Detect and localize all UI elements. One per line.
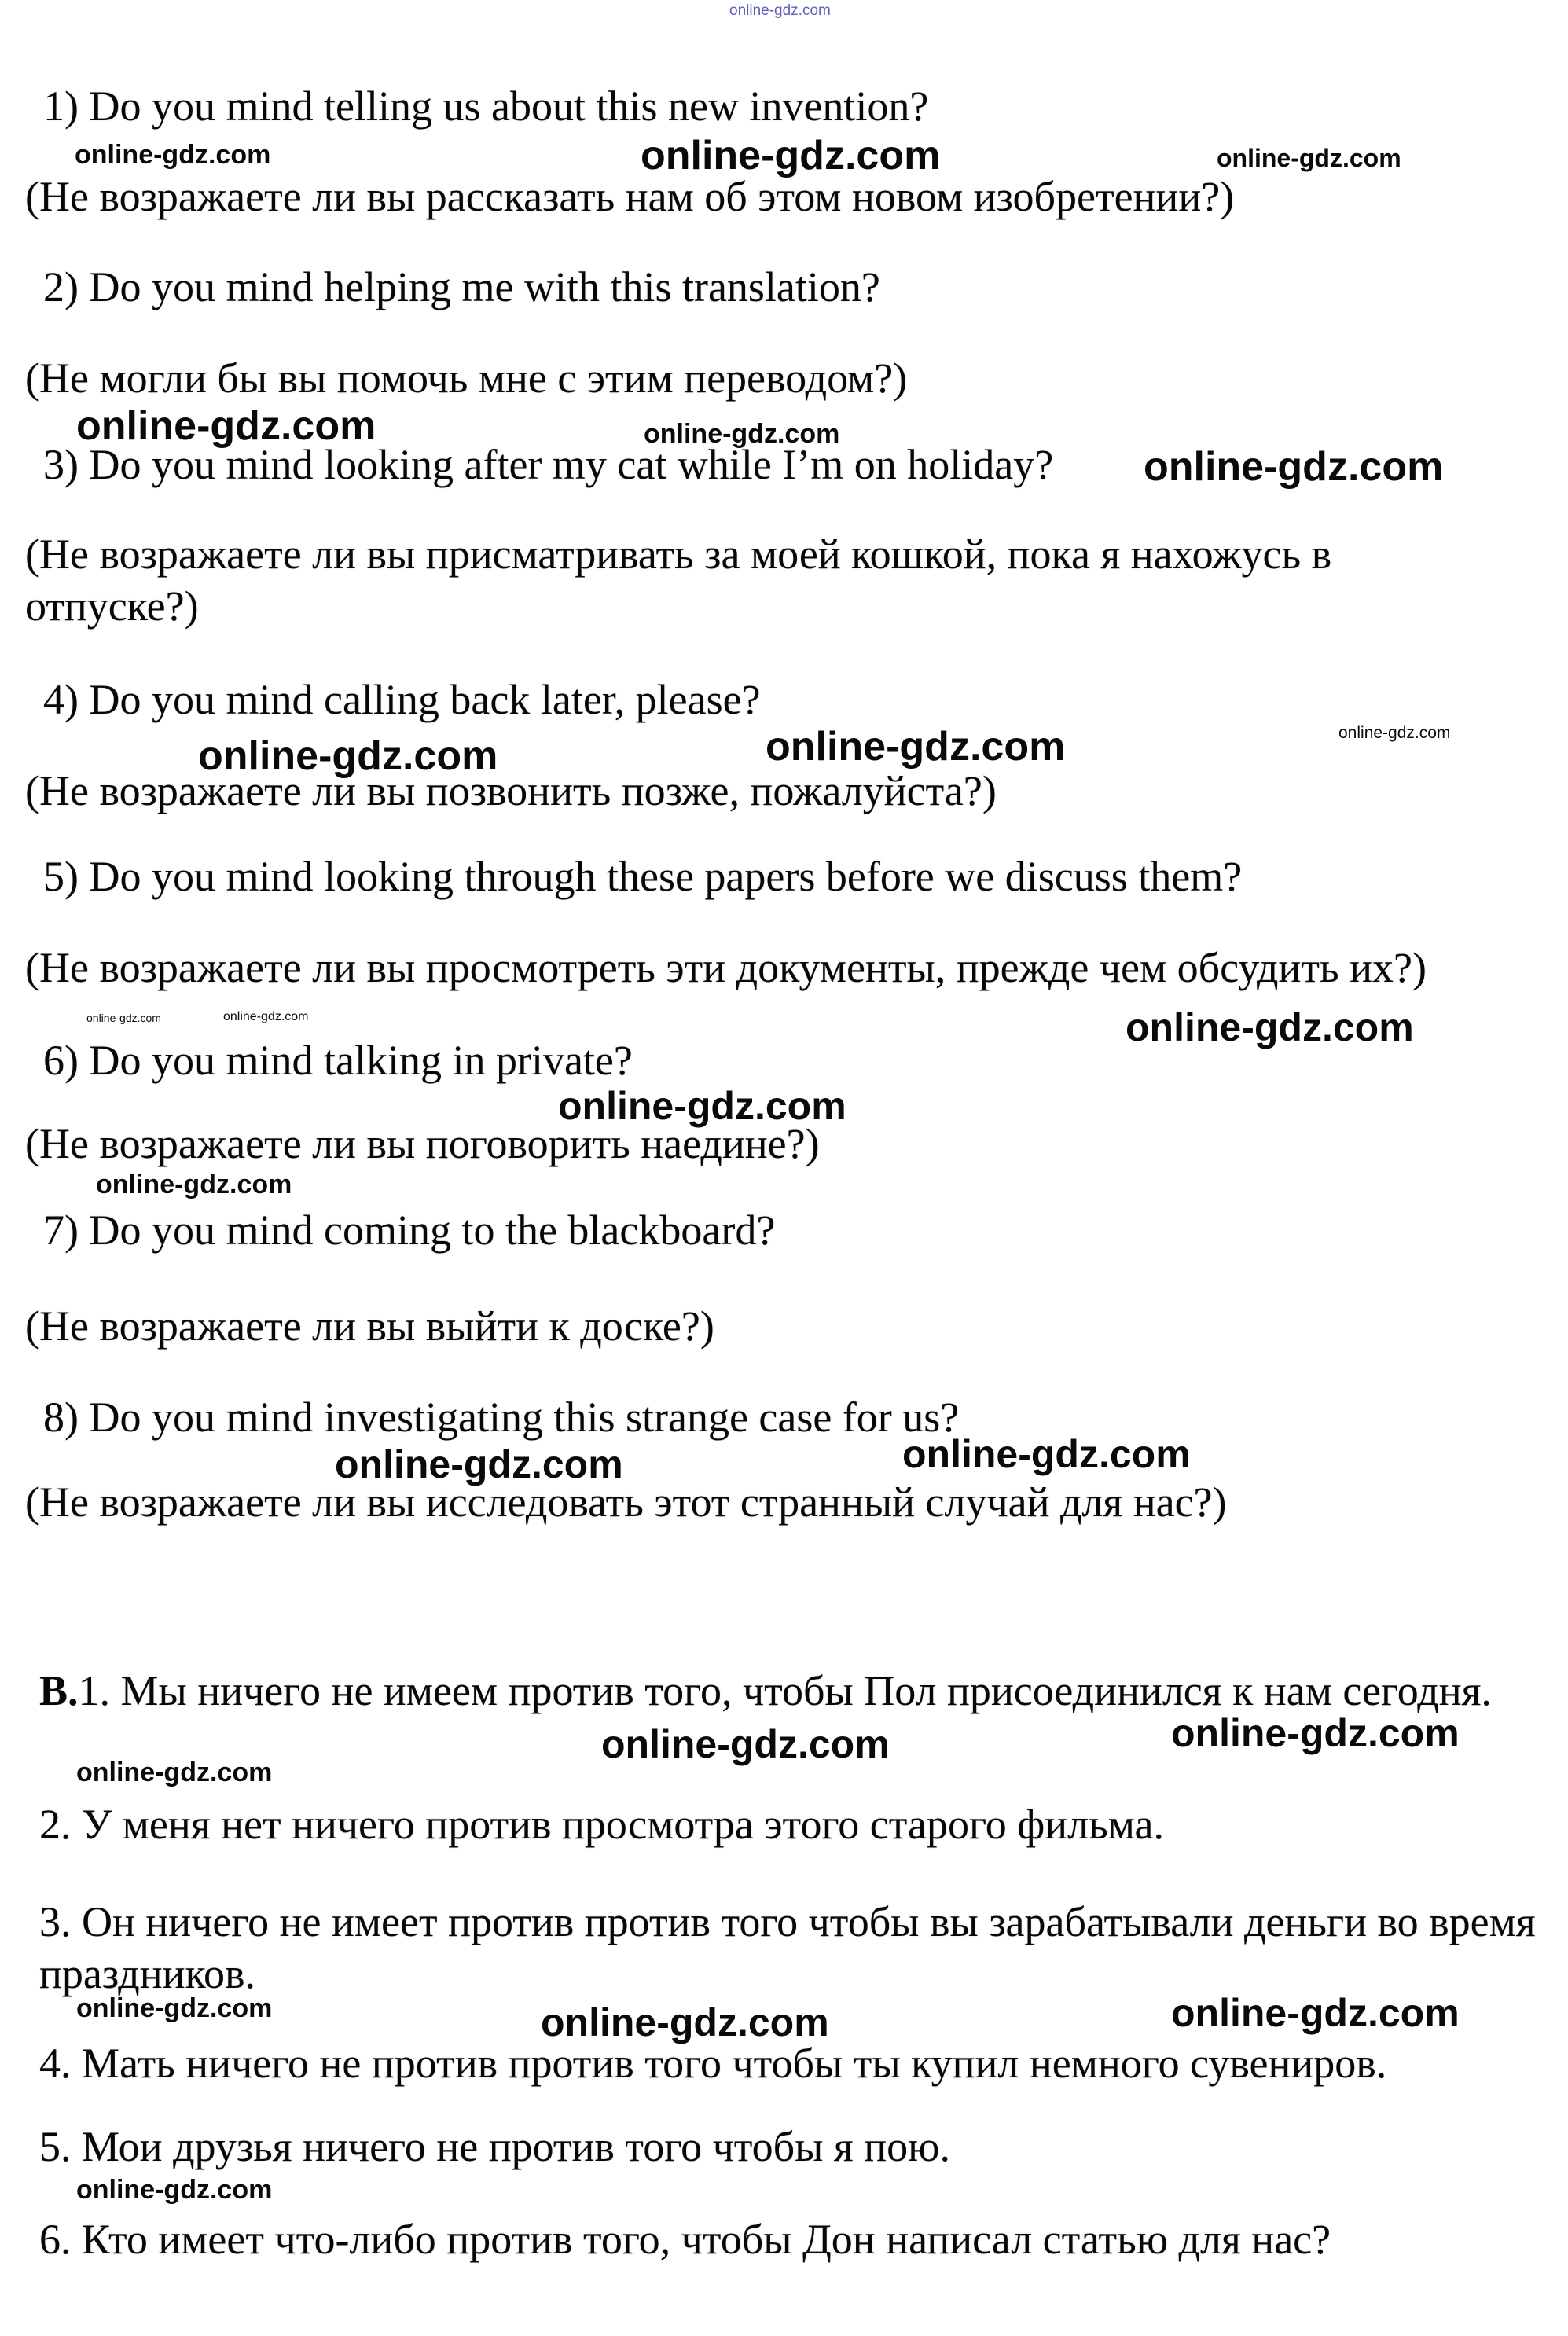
exercise-a-item-3-english: 3) Do you mind looking after my cat while I’m on holiday? [43, 441, 1054, 488]
watermark: online-gdz.com [1338, 724, 1451, 742]
exercise-b-item-5: 5. Мои друзья ничего не против того чтобы я пою. [39, 2123, 950, 2170]
watermark: online-gdz.com [1144, 444, 1444, 490]
watermark: online-gdz.com [96, 1170, 292, 1199]
exercise-b-item-1-text: 1. Мы ничего не имеем против того, чтобы Пол присоединился к нам сегодня. [78, 1667, 1492, 1714]
watermark: online-gdz.com [86, 1012, 161, 1024]
exercise-a-item-2-russian: (Не могли бы вы помочь мне с этим переводом?) [25, 354, 908, 402]
watermark-top: online-gdz.com [729, 2, 831, 19]
watermark: online-gdz.com [223, 1010, 309, 1023]
exercise-a-item-8-russian: (Не возражаете ли вы исследовать этот странный случай для нас?) [25, 1478, 1227, 1526]
watermark: online-gdz.com [75, 140, 271, 170]
watermark: online-gdz.com [766, 724, 1066, 769]
watermark: online-gdz.com [644, 419, 840, 449]
exercise-a-item-1-russian: (Не возражаете ли вы рассказать нам об этом новом изобретении?) [25, 173, 1235, 220]
exercise-a-item-1-english: 1) Do you mind telling us about this new invention? [43, 83, 929, 130]
watermark: online-gdz.com [76, 2175, 273, 2205]
exercise-a-item-4-russian: (Не возражаете ли вы позвонить позже, пожалуйста?) [25, 767, 997, 814]
watermark: online-gdz.com [902, 1432, 1191, 1476]
watermark: online-gdz.com [76, 1758, 273, 1787]
exercise-a-item-7-english: 7) Do you mind coming to the blackboard? [43, 1207, 776, 1254]
exercise-a-item-6-english: 6) Do you mind talking in private? [43, 1037, 633, 1084]
exercise-b-item-1 [39, 1665, 1509, 1717]
watermark: online-gdz.com [558, 1084, 846, 1128]
watermark: online-gdz.com [641, 133, 941, 178]
watermark: online-gdz.com [1171, 1711, 1460, 1755]
exercise-b-label: В. [39, 1667, 79, 1714]
watermark: online-gdz.com [76, 403, 376, 449]
exercise-a-item-7-russian: (Не возражаете ли вы выйти к доске?) [25, 1302, 714, 1350]
exercise-a-item-8-english: 8) Do you mind investigating this strange case for us? [43, 1394, 960, 1441]
watermark: online-gdz.com [198, 733, 498, 779]
exercise-a-item-2-english: 2) Do you mind helping me with this translation? [43, 263, 880, 310]
watermark: online-gdz.com [1217, 144, 1401, 172]
exercise-a-item-4-english: 4) Do you mind calling back later, please? [43, 676, 761, 723]
exercise-a-item-5-russian: (Не возражаете ли вы просмотреть эти документы, прежде чем обсудить их?) [25, 944, 1427, 991]
exercise-b-item-2: 2. У меня нет ничего против просмотра этого старого фильма. [39, 1801, 1164, 1848]
exercise-a-item-6-russian: (Не возражаете ли вы поговорить наедине?) [25, 1120, 820, 1167]
watermark: online-gdz.com [541, 2000, 829, 2044]
exercise-b-item-4: 4. Мать ничего не против против того чтобы ты купил немного сувениров. [39, 2040, 1387, 2087]
exercise-a-item-3-russian: (Не возражаете ли вы присматривать за моей кошкой, пока я нахожусь в отпуске?) [25, 531, 1332, 630]
watermark: online-gdz.com [76, 1993, 273, 2023]
watermark: online-gdz.com [1171, 1991, 1460, 2035]
watermark: online-gdz.com [335, 1442, 623, 1486]
watermark: online-gdz.com [601, 1722, 890, 1766]
watermark: online-gdz.com [1126, 1005, 1414, 1049]
exercise-b-item-3: 3. Он ничего не имеет против против того чтобы вы зарабатывали деньги во время праздников. [39, 1898, 1536, 1997]
exercise-b-item-6: 6. Кто имеет что-либо против того, чтобы Дон написал статью для нас? [39, 2216, 1331, 2263]
exercise-a-item-5-english: 5) Do you mind looking through these papers before we discuss them? [43, 853, 1243, 900]
